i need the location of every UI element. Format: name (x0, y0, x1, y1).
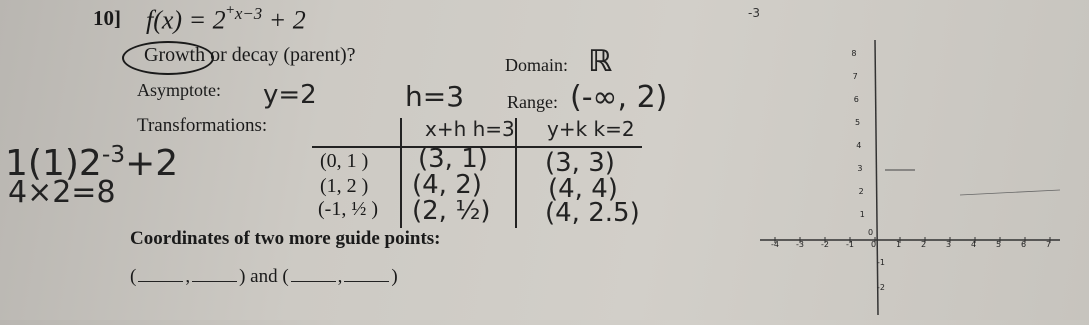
work-line-1-tail: +2 (125, 143, 179, 184)
y-tick-labels (851, 49, 885, 292)
y-tick-label: 4 (856, 141, 862, 150)
table-row-3-shifted: (2, ½) (412, 196, 491, 226)
h-shift-note: h=3 (405, 80, 465, 113)
coordinate-grid (760, 30, 1089, 320)
y-tick-label: 2 (858, 187, 864, 196)
table-row-2-parent: (1, 2 ) (320, 175, 369, 197)
work-line-1-base: 1(1)2 (5, 143, 102, 184)
table-row-3-final: (4, 2.5) (545, 198, 640, 228)
blank-open-paren: ( (130, 266, 137, 287)
growth-decay-label: Growth or decay (parent)? (144, 44, 356, 66)
function-exponent-hand: + (225, 3, 235, 16)
x-tick-label: 4 (971, 240, 977, 249)
x-tick-label: 3 (946, 240, 952, 249)
blank-x2[interactable] (291, 265, 336, 282)
y-tick-label: 0 (868, 228, 874, 237)
asymptote-answer: y=2 (263, 80, 317, 110)
work-line-1-exponent: -3 (101, 140, 126, 168)
asymptote-label: Asymptote: (137, 80, 221, 100)
table-divider-1 (400, 118, 402, 228)
y-tick-label: 7 (852, 72, 858, 81)
x-tick-label: 2 (921, 240, 927, 249)
y-tick-label: 5 (855, 118, 861, 127)
table-header-shift-y: y+k k=2 (547, 117, 635, 141)
handwritten-work-line-2: 4×2=8 (8, 175, 116, 210)
y-tick-label: 1 (859, 210, 865, 219)
function-expression (146, 4, 306, 36)
function-constant: + 2 (262, 5, 306, 35)
table-header-shift-x: x+h h=3 (425, 117, 515, 141)
table-row-1-final: (3, 3) (545, 148, 615, 178)
blank-y2[interactable] (344, 265, 389, 282)
y-axis (875, 40, 878, 315)
domain-answer: ℝ (588, 44, 613, 79)
x-tick-label: 1 (896, 240, 902, 249)
y-tick-label: 8 (851, 49, 857, 58)
y-tick-label: 6 (853, 95, 859, 104)
blank-comma-1: , (185, 266, 191, 287)
blank-comma-2: , (337, 266, 343, 287)
guide-points-label: Coordinates of two more guide points: (130, 228, 441, 249)
table-row-1-parent: (0, 1 ) (320, 150, 369, 172)
blank-y1[interactable] (192, 265, 237, 282)
function-base: f(x) = 2 (146, 5, 226, 35)
table-row-3-parent: (-1, ½ ) (318, 198, 378, 220)
coordinate-grid-svg (760, 30, 1089, 320)
y-tick-label: 3 (857, 164, 863, 173)
x-tick-label: -3 (796, 240, 804, 249)
table-row-1-shifted: (3, 1) (418, 144, 488, 174)
guide-points-blanks (130, 265, 398, 288)
table-row-2-shifted: (4, 2) (412, 170, 482, 200)
x-tick-label: 5 (996, 240, 1002, 249)
range-answer: (-∞, 2) (570, 80, 668, 115)
corner-mark: -3 (748, 6, 760, 20)
x-tick-label: 0 (871, 240, 877, 249)
table-divider-2 (515, 118, 517, 228)
problem-number: 10] (93, 6, 121, 30)
faint-sketch-line (960, 190, 1060, 195)
x-tick-label: 6 (1021, 240, 1027, 249)
blank-and-text: ) and ( (239, 266, 289, 287)
x-tick-labels (771, 237, 1051, 249)
function-exponent: x−3 (234, 4, 263, 23)
y-tick-label: -2 (877, 283, 885, 292)
transformations-label: Transformations: (137, 115, 268, 136)
domain-label: Domain: (505, 55, 568, 75)
blank-x1[interactable] (138, 265, 183, 282)
blank-close-paren: ) (391, 266, 398, 287)
y-tick-label: -1 (877, 258, 885, 267)
x-tick-label: -2 (821, 240, 829, 249)
x-tick-label: -4 (771, 240, 779, 249)
table-row-2-final: (4, 4) (548, 174, 618, 204)
x-tick-label: -1 (846, 240, 854, 249)
x-tick-label: 7 (1046, 240, 1052, 249)
range-label: Range: (507, 92, 558, 112)
